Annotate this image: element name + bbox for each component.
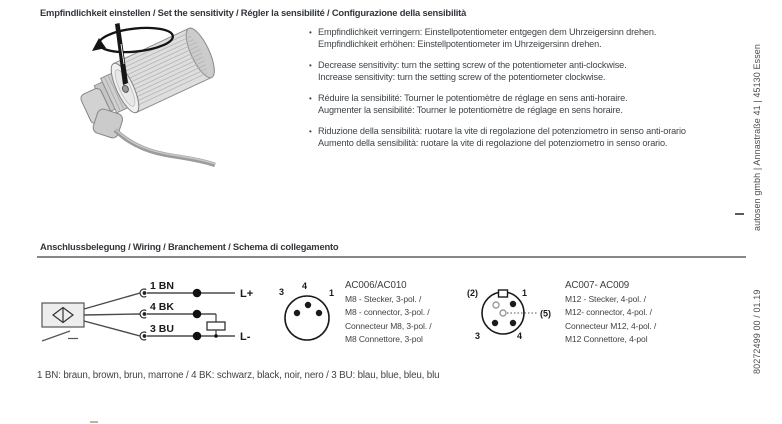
document-number: 80272499 00 / 01.19 <box>752 289 762 374</box>
bullet-marker: • <box>309 127 312 136</box>
sensor-symbol <box>42 303 84 341</box>
instruction-line: Riduzione della sensibilità: ruotare la vite di regolazione del potenziometro in senso anti-orario <box>318 126 686 136</box>
bullet-marker: • <box>309 28 312 37</box>
instruction-line: Réduire la sensibilité: Tourner le potentiomètre de réglage en sens anti-horaire. <box>318 93 628 103</box>
instruction-line: Empfindlichkeit erhöhen: Einstellpotentiometer im Uhrzeigersinn drehen. <box>318 38 602 49</box>
m8-model-numbers: AC006/AC010 <box>345 280 407 291</box>
m8-desc-fr: Connecteur M8, 3-pol. / <box>345 320 432 331</box>
m12-desc-it: M12 Connettore, 4-pol <box>565 333 648 344</box>
m12-pin-label-2: (2) <box>467 288 478 298</box>
switch-symbol <box>42 331 70 341</box>
m8-pin-label-right: 1 <box>329 288 335 298</box>
list-item-it <box>309 126 769 149</box>
m12-pin-label-4: 4 <box>517 331 523 341</box>
list-item-en <box>309 60 769 83</box>
wire-label-bu: 3 BU <box>150 323 174 335</box>
m8-desc-de: M8 - Stecker, 3-pol. / <box>345 294 422 305</box>
sensor-adjustment-illustration <box>55 14 250 179</box>
wire-color-legend: 1 BN: braun, brown, brun, marrone / 4 BK: schwarz, black, noir, nero / 3 BU: blau, blue, bleu, blu <box>37 370 440 381</box>
company-address: autosen gmbh | Annastraße 41 | 45130 Essen <box>752 44 762 231</box>
m12-pin-label-3: 3 <box>475 331 481 341</box>
wire-label-bk: 4 BK <box>150 301 174 313</box>
list-item-de <box>309 27 769 50</box>
page-edge-mark <box>90 421 98 423</box>
m12-desc-fr: Connecteur M12, 4-pol. / <box>565 320 657 331</box>
m8-desc-en: M8 - connector, 3-pol. / <box>345 307 430 318</box>
m8-connector-diagram <box>279 281 334 340</box>
sensitivity-instructions-list <box>309 27 769 159</box>
section-divider <box>37 256 746 258</box>
instruction-line: Empfindlichkeit verringern: Einstellpotentiometer entgegen dem Uhrzeigersinn drehen. <box>318 27 657 37</box>
m12-desc-en: M12- connector, 4-pol. / <box>565 307 652 318</box>
m8-pin-label-top: 4 <box>302 281 308 291</box>
margin-tick-mark <box>735 213 744 215</box>
m8-pin-label-left: 3 <box>279 287 285 297</box>
wire-label-bn: 1 BN <box>150 280 174 292</box>
instruction-line: Increase sensitivity: turn the setting screw of the potentiometer clockwise. <box>318 71 606 82</box>
terminal-label-lplus: L+ <box>240 288 254 300</box>
m12-model-numbers: AC007- AC009 <box>565 280 630 291</box>
m8-desc-it: M8 Connettore, 3-pol <box>345 333 423 344</box>
plug-contact <box>140 289 146 297</box>
sensitivity-section-heading: Empfindlichkeit einstellen / Set the sensitivity / Régler la sensibilité / Configurazione della sensibilità <box>40 7 467 18</box>
instruction-line: Augmenter la sensibilité: Tourner le potentiomètre de réglage en sens horaire. <box>318 104 623 115</box>
terminal-label-lminus: L- <box>240 331 251 343</box>
m8-connector-description <box>345 279 432 346</box>
plug-contact <box>140 332 146 340</box>
instruction-line: Decrease sensitivity: turn the setting screw of the potentiometer anti-clockwise. <box>318 60 627 70</box>
m12-pin-label-5: (5) <box>540 308 551 319</box>
bullet-marker: • <box>309 94 312 103</box>
m12-connector-description <box>565 279 656 346</box>
plug-contact <box>140 310 146 318</box>
bullet-marker: • <box>309 61 312 70</box>
m12-desc-de: M12 - Stecker, 4-pol. / <box>565 294 646 305</box>
m12-pin-label-1: 1 <box>522 288 528 298</box>
instruction-line: Aumento della sensibilità: ruotare la vite di regolazione del potenziometro in senso orario. <box>318 137 668 148</box>
load-symbol <box>207 314 225 338</box>
m12-connector-diagram <box>467 288 551 341</box>
wiring-section-heading: Anschlussbelegung / Wiring / Branchement / Schema di collegamento <box>40 241 339 252</box>
list-item-fr <box>309 93 769 116</box>
